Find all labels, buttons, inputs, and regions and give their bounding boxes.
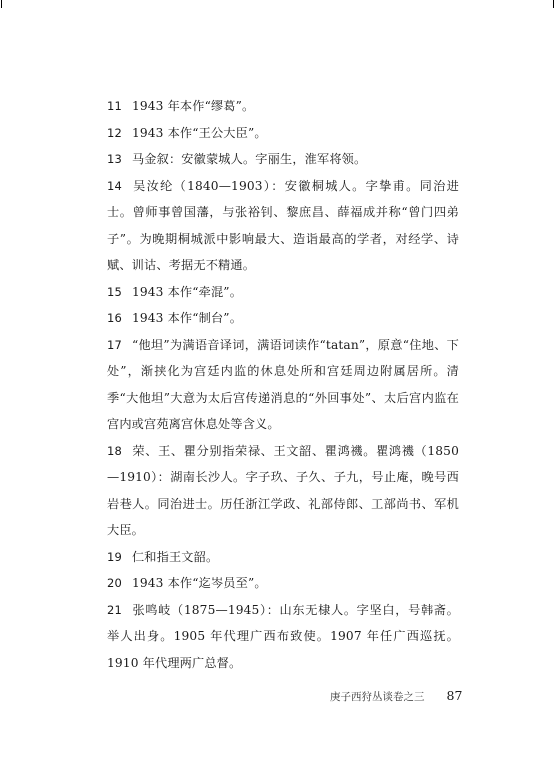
running-book-title: 庚子西狩丛谈卷之三 [330, 691, 425, 703]
endnote-number: 16 [107, 311, 122, 325]
endnote-text: 1943 本作“牵混”。 [131, 284, 243, 299]
endnote [107, 305, 459, 332]
endnote-text: 荣、王、瞿分别指荣禄、王文韶、瞿鸿禨。瞿鸿禨（1850—1910）：湖南长沙人。字子玖、子久、子九，号止庵，晚号西岩巷人。同治进士。历任浙江学政、礼部侍郎、工部尚书、军机大臣。 [107, 443, 459, 537]
endnotes-list [107, 93, 459, 676]
endnote [107, 597, 459, 677]
endnote-text: 1943 本作“制台”。 [131, 311, 243, 325]
endnote [107, 438, 459, 544]
endnote [107, 120, 459, 147]
running-footer [330, 688, 462, 704]
endnote-number: 19 [107, 549, 122, 564]
endnote [107, 93, 459, 120]
page-number: 87 [446, 688, 463, 703]
endnote [107, 173, 459, 279]
endnote-number: 21 [107, 602, 122, 617]
endnote-number: 18 [107, 443, 122, 458]
endnote-text: 张鸣岐（1875—1945）：山东无棣人。字坚白，号韩斋。举人出身。1905 年代理广西布致使。1907 年任广西巡抚。1910 年代理两广总督。 [107, 602, 459, 670]
endnote [107, 544, 459, 571]
endnote-text: 吴汝纶（1840—1903）：安徽桐城人。字挚甫。同治进士。曾师事曾国藩，与张裕钊、黎庶昌、薛福成并称“曾门四弟子”。为晚期桐城派中影响最大、造诣最高的学者，对经学、诗赋、训诂、考据无不精通。 [107, 178, 459, 272]
endnote [107, 570, 459, 597]
endnote [107, 279, 459, 306]
crop-mark-right [553, 0, 554, 8]
endnote [107, 332, 459, 438]
crop-mark-left [1, 0, 2, 8]
endnote-text: 马金叙：安徽蒙城人。字丽生，淮军将领。 [131, 152, 367, 166]
endnote-text: 1943 本作“王公大臣”。 [131, 125, 267, 140]
endnote-text: 1943 本作“迄岑员至”。 [131, 576, 267, 590]
endnote-number: 14 [107, 178, 122, 193]
endnote-number: 13 [107, 152, 122, 166]
endnote-number: 11 [107, 99, 122, 113]
endnote-text: “他坦”为满语音译词，满语词读作“tatan”，原意“住地、下处”，渐挟化为宫廷内监的休息处所和宫廷周边附属居所。清季“大他坦”大意为太后宫传递消息的“外回事处”、太后宫内监在宫内或宫苑离宫休息处等含义。 [107, 337, 459, 431]
endnote-number: 17 [107, 337, 122, 352]
endnote [107, 146, 459, 173]
endnote-text: 1943 年本作“缪葛”。 [131, 99, 255, 113]
endnote-number: 12 [107, 125, 122, 140]
endnote-text: 仁和指王文韶。 [131, 549, 219, 564]
endnote-number: 20 [107, 576, 122, 590]
endnote-number: 15 [107, 284, 122, 299]
